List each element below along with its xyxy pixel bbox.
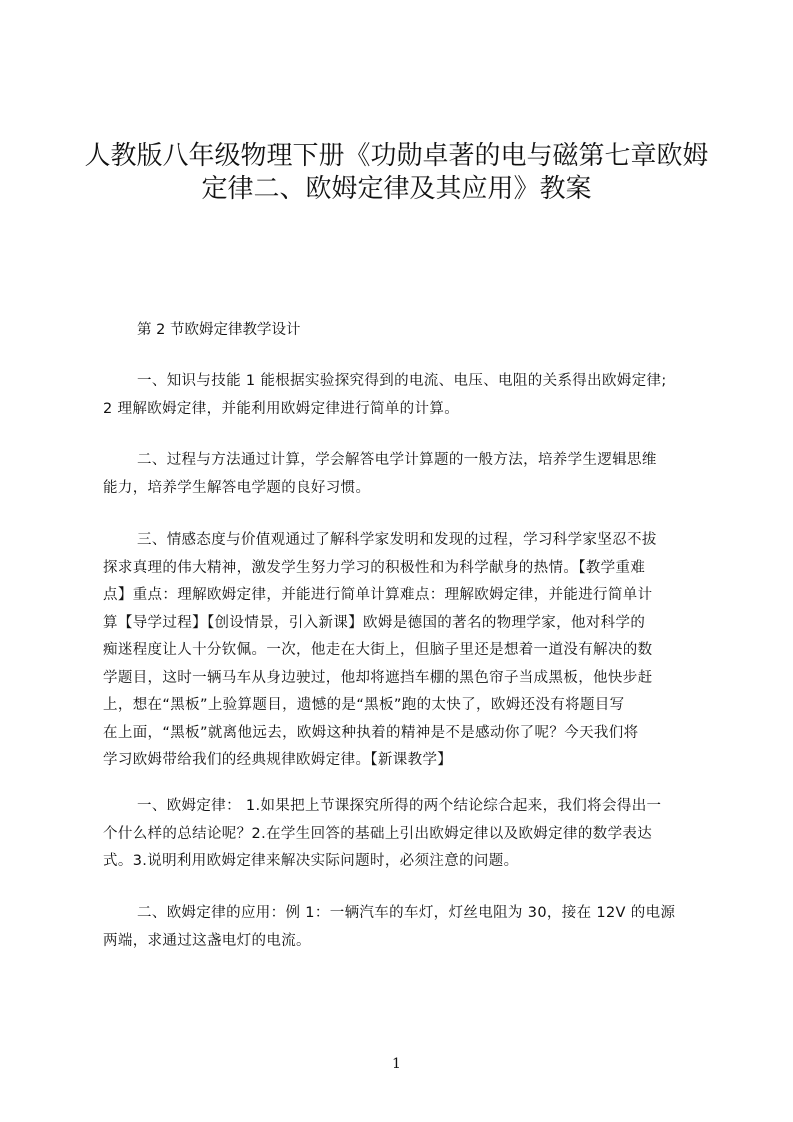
paragraph-ohms-law (103, 793, 703, 876)
paragraph-line: 探求真理的伟大精神，激发学生努力学习的积极性和为科学献身的热情。【教学重难 (103, 559, 646, 576)
paragraph-line: 上，想在“黑板”上验算题目，遗憾的是“黑板”跑的太快了，欧姆还没有将题目写 (103, 697, 625, 713)
paragraph-line: 两端，求通过这盏电灯的电流。 (103, 932, 311, 949)
paragraph-line: 个什么样的总结论呢？2.在学生回答的基础上引出欧姆定律以及欧姆定律的数学表达 (103, 825, 653, 842)
paragraph-line: 式。3.说明利用欧姆定律来解决实际问题时，必须注意的问题。 (103, 853, 519, 869)
paragraph-line: 能力，培养学生解答电学题的良好习惯。 (103, 479, 371, 496)
paragraph-ohms-law-application (103, 900, 703, 955)
paragraph-line: 2 理解欧姆定律，并能利用欧姆定律进行简单的计算。 (103, 400, 460, 417)
paragraph-line: 学习欧姆带给我们的经典规律欧姆定律。【新课教学】 (103, 752, 453, 768)
paragraph-line: 算【导学过程】【创设情景，引入新课】欧姆是德国的著名的物理学家，他对科学的 (103, 614, 646, 631)
section-subtitle: 第 2 节欧姆定律教学设计 (137, 322, 301, 338)
paragraph-line: 二、过程与方法通过计算，学会解答电学计算题的一般方法，培养学生逻辑思维 (137, 452, 657, 468)
document-title (0, 140, 793, 206)
paragraph-knowledge-skills (103, 368, 703, 423)
paragraph-line: 点】重点：理解欧姆定律，并能进行简单计算难点：理解欧姆定律，并能进行简单计 (103, 587, 653, 603)
paragraph-line: 痴迷程度让人十分钦佩。一次，他走在大街上，但脑子里还是想着一道没有解决的数 (103, 642, 653, 658)
paragraph-line: 在上面，“黑板”就离他远去，欧姆这种执着的精神是不是感动你了呢？今天我们将 (103, 724, 639, 741)
paragraph-attitude-values (103, 527, 703, 775)
paragraph-process-method (103, 447, 703, 502)
title-line-1: 人教版八年级物理下册《功勋卓著的电与磁第七章欧姆 (84, 141, 709, 171)
title-line-2: 定律二、欧姆定律及其应用》教案 (201, 174, 592, 204)
page-number: 1 (392, 1056, 401, 1072)
paragraph-line: 学题目，这时一辆马车从身边驶过，他却将遮挡车棚的黑色帘子当成黑板，他快步赶 (103, 669, 653, 686)
paragraph-line: 一、欧姆定律： 1.如果把上节课探究所得的两个结论综合起来，我们将会得出一 (137, 798, 662, 814)
paragraph-line: 二、欧姆定律的应用：例 1：一辆汽车的车灯，灯丝电阻为 30，接在 12V 的电源 (137, 905, 676, 921)
paragraph-line: 一、知识与技能 1 能根据实验探究得到的电流、电压、电阻的关系得出欧姆定律; (137, 373, 667, 389)
paragraph-line: 三、情感态度与价值观通过了解科学家发明和发现的过程，学习科学家坚忍不拔 (137, 532, 657, 548)
